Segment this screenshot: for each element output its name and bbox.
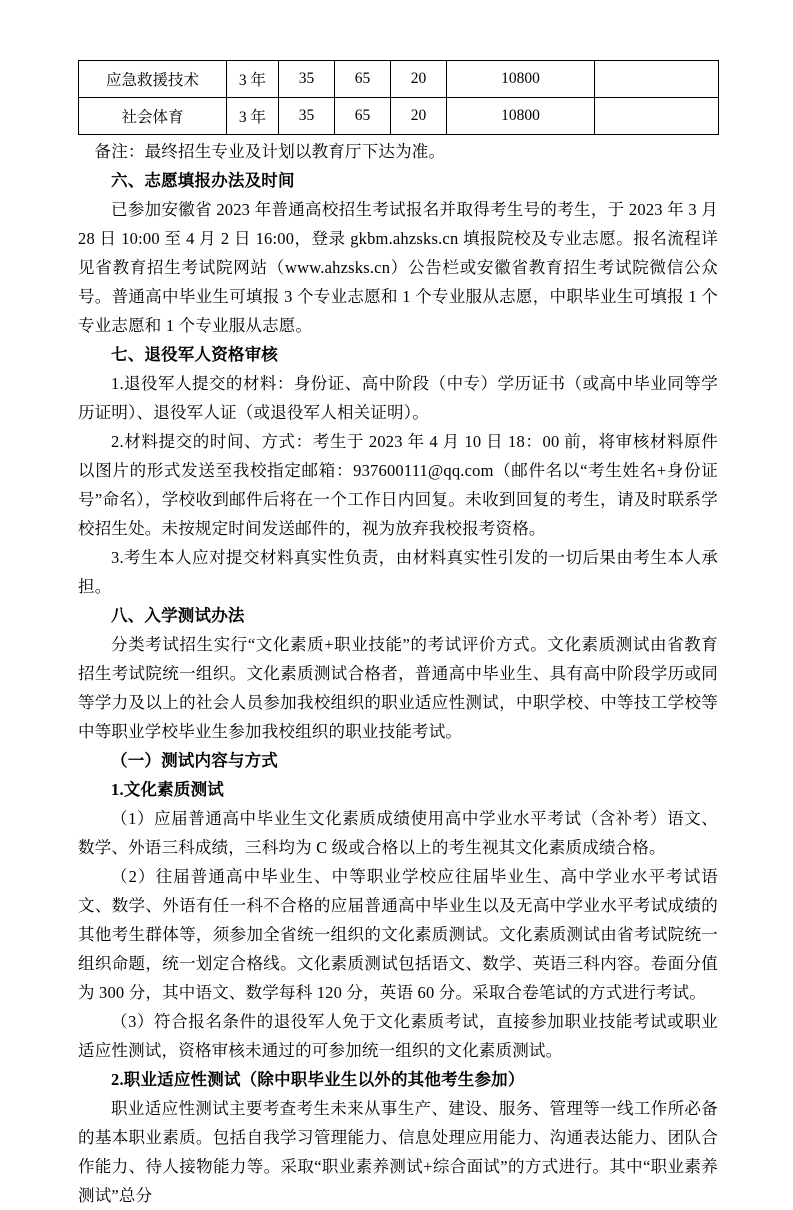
subsection-item1-paragraph-3: （3）符合报名条件的退役军人免于文化素质考试，直接参加职业技能考试或职业适应性测试，资格审核未通过的可参加统一组织的文化素质测试。 [78,1012,718,1060]
table-cell-n1: 35 [279,98,335,135]
enrollment-plan-table [78,60,719,135]
table-cell-major: 社会体育 [79,98,227,135]
section-8-paragraph-1: 分类考试招生实行“文化素质+职业技能”的考试评价方式。文化素质测试由省教育招生考试院统一组织。文化素质测试合格者，普通高中毕业生、具有高中阶段学历或同等学力及以上的社会人员参加我校组织的职业适应性测试，中职学校、中等技工学校等中等职业学校毕业生参加我校组织的职业技能考试。 [78,635,718,741]
table-cell-n3: 20 [391,61,447,98]
subsection-item2-paragraph-1: 职业适应性测试主要考查考生未来从事生产、建设、服务、管理等一线工作所必备的基本职业素质。包括自我学习管理能力、信息处理应用能力、沟通表达能力、团队合作能力、待人接物能力等。采取“职业素养测试+综合面试”的方式进行。其中“职业素养测试”总分 [78,1099,718,1205]
table-cell-fee: 10800 [447,98,595,135]
table-cell-years: 3 年 [227,61,279,98]
table-cell-remark [595,98,719,135]
subsection-item1-paragraph-2: （2）往届普通高中毕业生、中等职业学校应往届毕业生、高中学业水平考试语文、数学、外语有任一科不合格的应届普通高中毕业生以及无高中学业水平考试成绩的其他考生群体等，须参加全省统一组织的文化素质测试。文化素质测试由省考试院统一组织命题，统一划定合格线。文化素质测试包括语文、数学、英语三科内容。卷面分值为 300 分，其中语文、数学每科 120 分，英语 60 分。采取合卷笔试的方式进行考试。 [78,867,718,1002]
table-cell-years: 3 年 [227,98,279,135]
section-7-paragraph-1: 1.退役军人提交的材料：身份证、高中阶段（中专）学历证书（或高中毕业同等学历证明）、退役军人证（或退役军人相关证明）。 [78,374,718,422]
document-content [78,60,718,1210]
section-heading-8: 八、入学测试办法 [111,606,245,625]
section-heading-7: 七、退役军人资格审核 [111,345,278,364]
table-cell-n2: 65 [335,98,391,135]
table-cell-major: 应急救援技术 [79,61,227,98]
subsection-item1-paragraph-1: （1）应届普通高中毕业生文化素质成绩使用高中学业水平考试（含补考）语文、数学、外语三科成绩，三科均为 C 级或合格以上的考生视其文化素质成绩合格。 [78,809,718,857]
table-row [79,61,719,98]
section-6-paragraph-1: 已参加安徽省 2023 年普通高校招生考试报名并取得考生号的考生，于 2023 年 3 月 28 日 10:00 至 4 月 2 日 16:00，登录 gkbm.ahzsks.cn 填报院校及专业志愿。报名流程详见省教育招生考试院网站（www.ahzsks.cn）公告栏或安徽省教育招生考试院微信公众号。普通高中毕业生可填报 3 个专业志愿和 1 个专业服从志愿，中职毕业生可填报 1 个专业志愿和 1 个专业服从志愿。 [78,200,718,335]
table-cell-n2: 65 [335,61,391,98]
section-7-paragraph-3: 3.考生本人应对提交材料真实性负责，由材料真实性引发的一切后果由考生本人承担。 [78,548,718,596]
table-cell-remark [595,61,719,98]
subsection-item1-title: 1.文化素质测试 [111,780,224,799]
section-heading-6: 六、志愿填报办法及时间 [111,171,295,190]
table-row [79,98,719,135]
table-cell-fee: 10800 [447,61,595,98]
table-note: 备注：最终招生专业及计划以教育厅下达为准。 [94,142,446,161]
subsection-title: （一）测试内容与方式 [111,751,278,770]
section-7-paragraph-2: 2.材料提交的时间、方式：考生于 2023 年 4 月 10 日 18：00 前，将审核材料原件以图片的形式发送至我校指定邮箱：937600111@qq.com（邮件名以“考生姓名+身份证号”命名），学校收到邮件后将在一个工作日内回复。未收到回复的考生，请及时联系学校招生处。未按规定时间发送邮件的，视为放弃我校报考资格。 [78,432,718,538]
table-cell-n1: 35 [279,61,335,98]
subsection-item2-title: 2.职业适应性测试（除中职毕业生以外的其他考生参加） [111,1070,525,1089]
table-cell-n3: 20 [391,98,447,135]
